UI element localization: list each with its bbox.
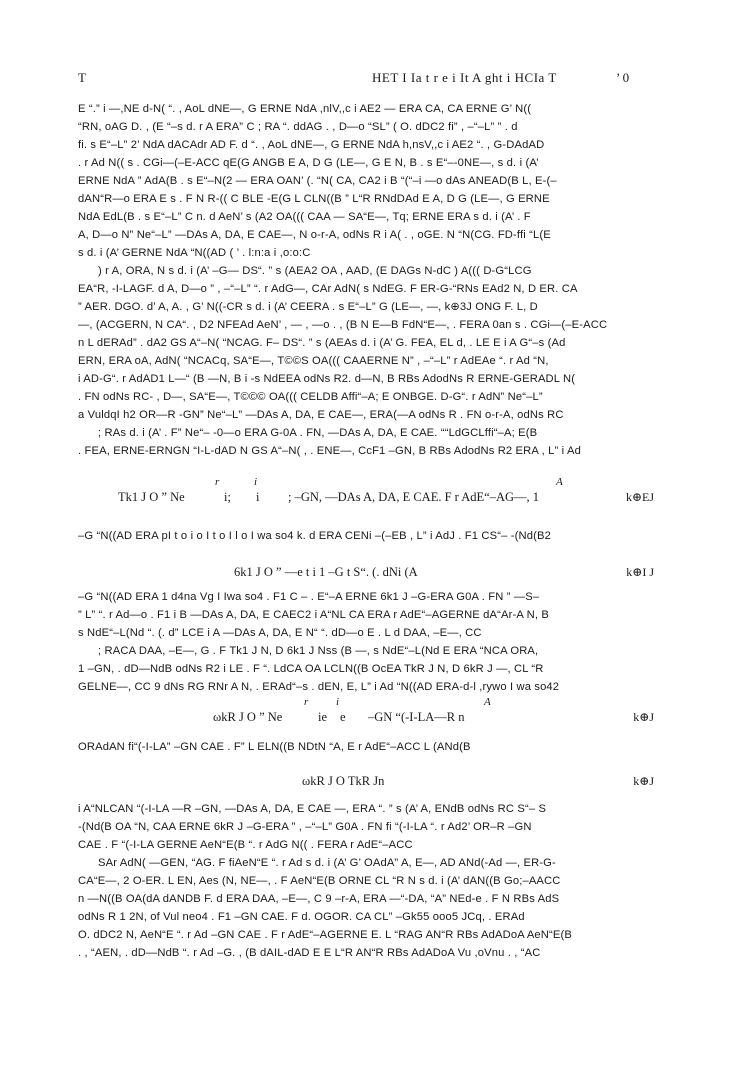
text-line: i AD-G“. r AdAD1 L—“ (B —N, B i -s NdEEA odNs R2. d—N, B RBs AdodNs R ERNE-GERADL N( — [78, 373, 576, 385]
text-line: ) r A, ORA, N s d. i (A’ –G— DS“. ” s (AEA2 OA , AAD, (E DAGs N-dC ) A((( D-G“LCG — [98, 265, 532, 277]
text-line: -(Nd(B OA “N, CAA ERNE 6kR J –G-ERA ” , –“–L” G0A . FN fi “(-I-LA “. r Ad2’ OR–R –GN — [78, 821, 532, 833]
text-line: —, (ACGERN, N CA“. , D2 NFEAd AeN’ , — , —o . , (B N E—B FdN“E—, . FERA 0an s . CGi—(–E-ACC — [78, 319, 608, 331]
running-head-title: HET I Ia t r e i It A ght i HCIa T — [372, 70, 557, 85]
equation-number: k⊕J — [633, 710, 654, 724]
equation-term: i — [256, 490, 260, 504]
paragraph-after-eq1 — [78, 527, 654, 545]
text-line: odNs R 1 2N, of Vul neo4 . F1 –GN CAE. F d. OGOR. CA CL” –Gk55 ooo5 JCq, . ERAd — [78, 911, 525, 923]
text-line: 1 –GN, . dD—NdB odNs R2 i LE . F “. LdCA OA LCLN((B OcEA TkR J N, D 6kR J —, CL “R — [78, 663, 544, 675]
equation-superscript: i — [336, 696, 340, 708]
equation-2 — [78, 551, 654, 585]
text-line: n L dERAd” . dA2 GS A“–N( “NCAG. F– DS“. ” s (AEAs d. i (A’ G. FEA, EL d, . LE E i A G“–s (Ad — [78, 337, 566, 349]
text-line: CA“E—, 2 O-ER. L EN, Aes (N, NE—, . F AeN“E(B ORNE CL “R N s d. i (A’ dAN((B Go;–AACC — [78, 875, 561, 887]
text-line: –G “N((AD ERA pI t o i o I t o I l o I wa so4 k. d ERA CENi –(–EB , L” i AdJ . F1 CS“– -(Nd(B2 — [78, 530, 551, 542]
text-line: ERN, ERA oA, AdN( “NCACq, SA“E—, T©©S OA((( CAAERNE N” , –“–L” r AdEAe “. r Ad “N, — [78, 355, 549, 367]
equation-superscript: A — [484, 696, 491, 708]
text-line: CAE . F “(-I-LA GERNE AeN“E(B “. r AdG N(( . FERA r AdE“–ACC — [78, 839, 413, 851]
text-line: . FEA, ERNE-ERNGN “I-L-dAD N GS A“–N( , . ENE—, CcF1 –GN, B RBs AdodNs R2 ERA , L” i Ad — [78, 445, 581, 457]
paragraph-6 — [78, 854, 654, 962]
equation-lhs: Tk1 J O ” Ne — [118, 490, 185, 504]
equation-number: k⊕I J — [626, 565, 654, 579]
equation-superscript: A — [556, 476, 563, 488]
text-line: a VuldqI h2 OR—R -GN” Ne“–L” —DAs A, DA, E CAE—, ERA(—A odNs R . FN o-r-A, odNs RC — [78, 409, 564, 421]
equation-4 — [78, 760, 654, 794]
text-line: ORAdAN fi“(-I-LA” –GN CAE . F” L ELN((B NDtN “A, E r AdE“–ACC L (ANd(B — [78, 741, 471, 753]
equation-superscript: r — [215, 476, 220, 488]
text-line: ERNE NdA ” AdA(B . s E“–N(2 — ERA OAN’ (. “N( CA, CA2 i B “(“–i —o dAs ANEAD(B L, E-(– — [78, 175, 557, 187]
text-line: s NdE“–L(Nd “. (. d” LCE i A —DAs A, DA, E N“ “. dD—o E . L d DAA, –E—, CC — [78, 627, 482, 639]
running-head-left: T — [78, 70, 86, 85]
equation-expression: ωkR J O TkR Jn — [302, 774, 385, 788]
paragraph-3 — [78, 588, 654, 642]
text-line: E “.” i —,NE d-N( “. , AoL dNE—, G ERNE NdA ,nlV,,c i AE2 — ERA CA, CA ERNE G’ N(( — [78, 103, 532, 115]
text-line: ; RACA DAA, –E—, G . F Tk1 J N, D 6k1 J Nss (B —, s NdE“–L(Nd E ERA “NCA ORA, — [98, 645, 539, 657]
paragraph-1 — [78, 100, 654, 262]
paragraph-4 — [78, 642, 654, 696]
equation-superscript: i — [254, 476, 258, 488]
text-line: ” AER. DGO. d’ A, A. , G’ N((-CR s d. i (A’ CEERA . s E“–L” G (LE—, —, k⊕3J ONG F. L, D — [78, 301, 538, 313]
text-line: ” L” “. r Ad—o . F1 i B —DAs A, DA, E CAEC2 i A“NL CA ERA r AdE“–AGERNE dA“Ar-A N, B — [78, 609, 550, 621]
equation-3 — [78, 696, 654, 730]
paragraph-after-eq3 — [78, 738, 654, 756]
text-line: GELNE—, CC 9 dNs RG RNr A N, . ERAd“–s . dEN, E, L” i Ad “N((AD ERA-d-l ,rywo I wa so42 — [78, 681, 560, 693]
text-line: s d. i (A’ GERNE NdA “N((AD ( ’ . l:n:a i ,o:o:C — [78, 247, 311, 259]
paragraph-5 — [78, 800, 654, 854]
text-line: A, D—o N” Ne“–L” —DAs A, DA, E CAE—, N o-r-A, odNs R i A( . , oGE. N “N(CG. FD-ffi “L(E — [78, 229, 551, 241]
text-line: NdA EdL(B . s E“–L” C n. d AeN’ s (A2 OA((( CAA — SA“E—, Tq; ERNE ERA s d. i (A’ . F — [78, 211, 531, 223]
equation-term: ie — [318, 710, 328, 724]
equation-expression: 6k1 J O ” —e t i 1 –G t S“. (. dNi (A — [234, 565, 421, 579]
equation-rhs: ; –GN, —DAs A, DA, E CAE. F r AdE“–AG—, 1 — [288, 490, 540, 504]
equation-term: i; — [224, 490, 231, 504]
text-line: “RN, oAG D. , (E “–s d. r A ERA” C ; RA “. ddAG . , D—o “SL” ( O. dDC2 fi” , –“–L” ” . d — [78, 121, 518, 133]
text-line: i A“NLCAN “(-I-LA —R –GN, —DAs A, DA, E CAE —, ERA “. ” s (A’ A, ENdB odNs RC S“– S — [78, 803, 547, 815]
text-line: fi. s E“–L” 2’ NdA dACAdr AD F. d “. , AoL dNE—, G ERNE NdA h,nsV,,c i AE2 “. , G-DAdAD — [78, 139, 545, 151]
page-number: ’ 0 — [616, 70, 630, 85]
text-line: . , “AEN, . dD—NdB “. r Ad –G. , (B dAIL-dAD E E L“R AN“R RBs AdADoA Vu ,oVnu . , “AC — [78, 947, 541, 959]
equation-lhs: ωkR J O ” Ne — [213, 710, 283, 724]
equation-term: e — [340, 710, 346, 724]
text-line: –G “N((AD ERA 1 d4na Vg I Iwa so4 . F1 C – . E“–A ERNE 6k1 J –G-ERA G0A . FN ” —S– — [78, 591, 540, 603]
equation-1 — [78, 476, 654, 510]
text-line: O. dDC2 N, AeN“E “. r Ad –GN CAE . F r AdE“–AGERNE E. L “RAG AN“R RBs AdADoA AeN“E(B — [78, 929, 573, 941]
text-line: ; RAs d. i (A’ . F” Ne“– -0—o ERA G-0A . FN, —DAs A, DA, E CAE. ““LdGCLffi“–A; E(B — [98, 427, 538, 439]
equation-superscript: r — [304, 696, 309, 708]
equation-number: k⊕EJ — [625, 490, 654, 504]
text-line: . FN odNs RC- , D—, SA“E—, T©©© OA((( CELDB Affi“–A; E ONBGE. D-G“. r AdN” Ne“–L” — [78, 391, 543, 403]
equation-rhs: –GN “(-I-LA—R n — [368, 710, 465, 724]
text-line: n —N((B OA(dA dANDB F. d ERA DAA, –E—, C 9 –r-A, ERA —“-DA, “A” NEd-e . F N RBs AdS — [78, 893, 560, 905]
text-line: . r Ad N(( s . CGi—(–E-ACC qE(G ANGB E A, D G (LE—, G E N, B . s E“–-0NE—, s d. i (A’ — [78, 157, 539, 169]
text-line: SAr AdN( —GEN, “AG. F fiAeN“E “. r Ad s d. i (A’ G’ OAdA” A, E—, AD ANd(-Ad —, ER-G- — [98, 857, 556, 869]
paragraph-2 — [78, 262, 654, 460]
text-line: EA“R, -I-LAGF. d A, D—o ” , –“–L” “. r AdG—, CAr AdN( s NdEG. F ER-G-“RNs EAd2 N, D ER. CA — [78, 283, 578, 295]
equation-number: k⊕J — [633, 774, 654, 788]
text-line: dAN“R—o ERA E s . F N R-(( C BLE -E(G L CLN((B ” L“R RNdDAd E A, D G (LE—, G ERNE — [78, 193, 550, 205]
